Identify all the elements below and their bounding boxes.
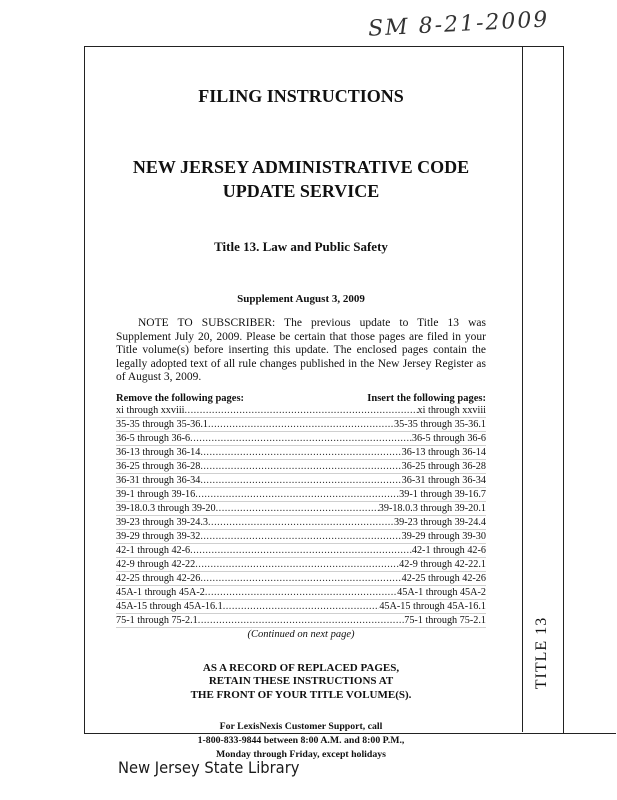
insert-pages: 45A-15 through 45A-16.1 <box>379 600 486 612</box>
support-info <box>116 720 486 762</box>
remove-pages: 39-18.0.3 through 39-20 <box>116 502 216 514</box>
dot-leader <box>198 614 404 627</box>
table-row <box>116 488 486 502</box>
table-row <box>116 418 486 432</box>
table-row <box>116 614 486 628</box>
insert-header: Insert the following pages: <box>367 392 486 404</box>
dot-leader <box>205 586 397 599</box>
insert-pages: 36-25 through 36-28 <box>401 460 486 472</box>
title-number: Title 13. Law and Public Safety <box>214 239 388 254</box>
table-row <box>116 572 486 586</box>
spine-label-text: TITLE 13 <box>533 616 551 690</box>
dot-leader <box>200 572 401 585</box>
table-row <box>116 544 486 558</box>
dot-leader <box>200 474 401 487</box>
page-table <box>116 404 486 628</box>
insert-pages: 42-9 through 42-22.1 <box>399 558 486 570</box>
dot-leader <box>200 446 401 459</box>
record-line2: RETAIN THESE INSTRUCTIONS AT <box>208 675 394 687</box>
insert-pages: 39-1 through 39-16.7 <box>399 488 486 500</box>
remove-pages: 42-25 through 42-26 <box>116 572 201 584</box>
document-body <box>116 86 486 762</box>
insert-pages: xi through xxviii <box>417 404 486 416</box>
table-row <box>116 516 486 530</box>
insert-pages: 39-23 through 39-24.4 <box>394 516 486 528</box>
code-heading-line1: NEW JERSEY ADMINISTRATIVE CODE <box>132 157 470 177</box>
document-title: FILING INSTRUCTIONS <box>198 86 404 106</box>
remove-pages: 39-23 through 39-24.3 <box>116 516 208 528</box>
record-notice <box>116 662 486 703</box>
dot-leader <box>208 516 394 529</box>
remove-pages: 42-1 through 42-6 <box>116 544 191 556</box>
table-row <box>116 600 486 614</box>
remove-pages: 42-9 through 42-22 <box>116 558 196 570</box>
record-line3: THE FRONT OF YOUR TITLE VOLUME(S). <box>190 688 412 701</box>
remove-pages: 36-5 through 36-6 <box>116 432 191 444</box>
table-row <box>116 432 486 446</box>
remove-pages: 36-25 through 36-28 <box>116 460 201 472</box>
insert-pages: 35-35 through 35-36.1 <box>394 418 486 430</box>
table-row <box>116 404 486 418</box>
insert-pages: 75-1 through 75-2.1 <box>404 614 486 626</box>
insert-pages: 39-29 through 39-30 <box>401 530 486 542</box>
handwritten-note: SM 8-21-2009 <box>367 7 550 42</box>
code-heading <box>116 155 486 203</box>
support-line3: Monday through Friday, except holidays <box>216 749 386 760</box>
supplement-date: Supplement August 3, 2009 <box>237 293 365 305</box>
table-row <box>116 558 486 572</box>
remove-pages: xi through xxviii <box>116 404 185 416</box>
code-heading-line2: UPDATE SERVICE <box>222 181 380 201</box>
record-line1: AS A RECORD OF REPLACED PAGES, <box>202 661 400 674</box>
remove-pages: 75-1 through 75-2.1 <box>116 614 198 626</box>
table-header <box>116 393 486 404</box>
table-row <box>116 586 486 600</box>
dot-leader <box>208 418 394 431</box>
dot-leader <box>200 460 401 473</box>
remove-pages: 35-35 through 35-36.1 <box>116 418 208 430</box>
insert-pages: 36-13 through 36-14 <box>401 446 486 458</box>
remove-pages: 45A-15 through 45A-16.1 <box>116 600 223 612</box>
dot-leader <box>195 558 399 571</box>
dot-leader <box>190 432 412 445</box>
insert-pages: 39-18.0.3 through 39-20.1 <box>378 502 486 514</box>
dot-leader <box>223 600 380 613</box>
dot-leader <box>216 502 379 515</box>
support-line1: For LexisNexis Customer Support, call <box>219 721 383 732</box>
dot-leader <box>200 530 401 543</box>
insert-pages: 42-1 through 42-6 <box>411 544 486 556</box>
remove-pages: 39-29 through 39-32 <box>116 530 201 542</box>
remove-pages: 36-13 through 36-14 <box>116 446 201 458</box>
remove-pages: 39-1 through 39-16 <box>116 488 196 500</box>
footer-rule <box>84 733 616 734</box>
table-row <box>116 474 486 488</box>
table-row <box>116 460 486 474</box>
continued-note: (Continued on next page) <box>247 628 355 640</box>
remove-pages: 36-31 through 36-34 <box>116 474 201 486</box>
subscriber-note: NOTE TO SUBSCRIBER: The previous update to Title 13 was Supplement July 20, 2009. Please be certain that those pages are filed in your Title volume(s) before inserting this update. The enclosed pages contain the legally adopted text of all rule changes published in the New Jersey Register as of August 3, 2009. <box>116 317 486 383</box>
support-line2: 1-800-833-9844 between 8:00 A.M. and 8:00 P.M., <box>197 735 405 746</box>
spine-label <box>524 610 560 696</box>
library-stamp: New Jersey State Library <box>118 758 300 777</box>
table-row <box>116 530 486 544</box>
table-row <box>116 446 486 460</box>
insert-pages: 36-31 through 36-34 <box>401 474 486 486</box>
dot-leader <box>184 404 417 417</box>
remove-pages: 45A-1 through 45A-2 <box>116 586 205 598</box>
insert-pages: 36-5 through 36-6 <box>411 432 486 444</box>
dot-leader <box>195 488 399 501</box>
insert-pages: 45A-1 through 45A-2 <box>397 586 486 598</box>
dot-leader <box>190 544 412 557</box>
table-row <box>116 502 486 516</box>
insert-pages: 42-25 through 42-26 <box>401 572 486 584</box>
remove-header: Remove the following pages: <box>116 392 245 404</box>
